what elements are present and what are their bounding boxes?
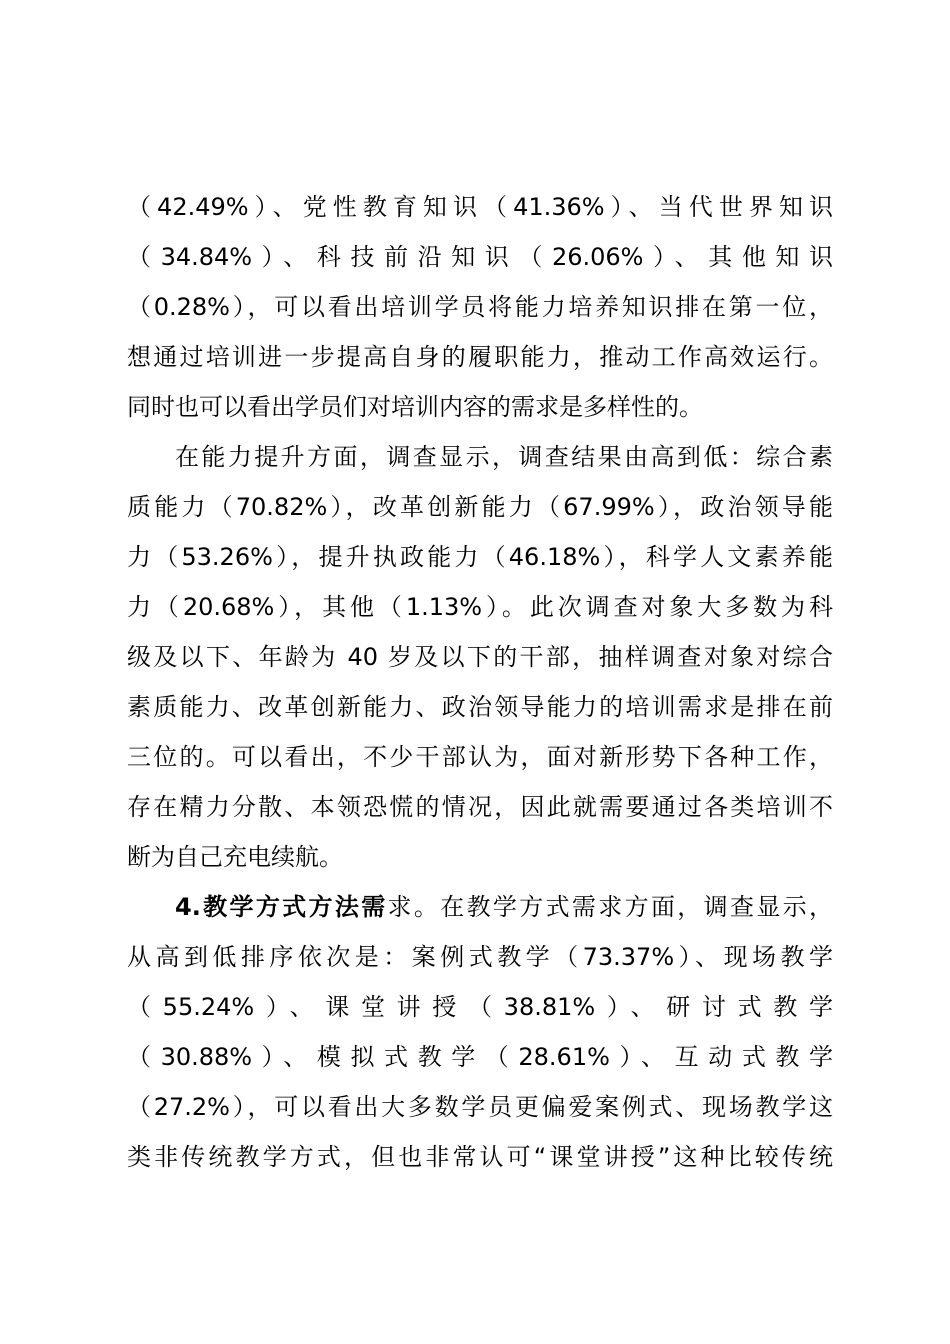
paragraph-group-1	[127, 182, 833, 882]
text-line: （0.28%），可以看出培训学员将能力培养知识排在第一位，	[127, 293, 833, 321]
paragraph-group-2	[127, 932, 833, 1182]
text-line: 在能力提升方面，调查显示，调查结果由高到低：综合素	[175, 443, 833, 471]
text-line: 三位的。可以看出，不少干部认为，面对新形势下各种工作，	[127, 743, 833, 771]
text-line: 从高到低排序依次是：案例式教学（73.37%）、现场教学	[127, 943, 833, 971]
text-line: 力（53.26%），提升执政能力（46.18%），科学人文素养能	[127, 543, 833, 571]
text-line: （55.24%）、课堂讲授（38.81%）、研讨式教学	[127, 993, 833, 1021]
text-line: （30.88%）、模拟式教学（28.61%）、互动式教学	[127, 1043, 833, 1071]
text-line: 想通过培训进一步提高自身的履职能力，推动工作高效运行。	[127, 343, 833, 371]
section-heading-bold: 4.教学方式方法需	[175, 893, 388, 921]
text-line: （42.49%）、党性教育知识（41.36%）、当代世界知识	[127, 193, 833, 221]
section-heading-rest: 求。在教学方式需求方面，调查显示，	[387, 893, 833, 921]
text-line: 同时也可以看出学员们对培训内容的需求是多样性的。	[127, 393, 703, 421]
text-line: 类非传统教学方式，但也非常认可“课堂讲授”这种比较传统	[127, 1143, 833, 1171]
text-line: 质能力（70.82%），改革创新能力（67.99%），政治领导能	[127, 493, 833, 521]
body-text	[127, 182, 833, 1182]
text-line: 断为自己充电续航。	[127, 843, 343, 871]
section-heading-line	[127, 882, 833, 932]
text-line: 素质能力、改革创新能力、政治领导能力的培训需求是排在前	[127, 693, 833, 721]
text-line: 存在精力分散、本领恐慌的情况，因此就需要通过各类培训不	[127, 793, 833, 821]
text-line: （34.84%）、科技前沿知识（26.06%）、其他知识	[127, 243, 833, 271]
text-line: （27.2%），可以看出大多数学员更偏爱案例式、现场教学这	[127, 1093, 833, 1121]
text-line: 力（20.68%），其他（1.13%）。此次调查对象大多数为科	[127, 593, 833, 621]
text-line: 级及以下、年龄为 40 岁及以下的干部，抽样调查对象对综合	[127, 643, 833, 671]
